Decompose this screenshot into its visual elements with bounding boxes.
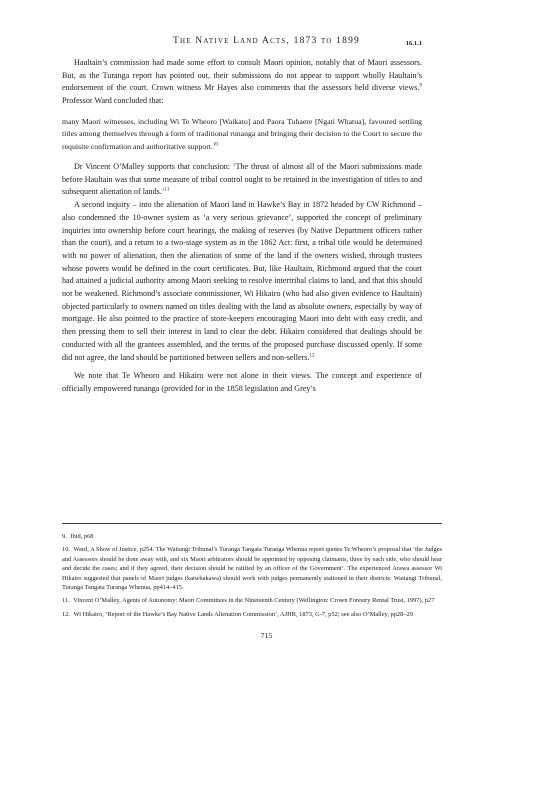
body-text	[62, 57, 422, 396]
block-quote: many Maori witnesses, including Wi Te Wheoro [Waikato] and Paora Tuhaere [Ngati Whatua], favoured settling titles among themselves through a form of traditional runanga and bringing their decision to the Court to secure the requisite confirmation and authoritative support.$^{10}$	[62, 116, 422, 151]
footnote-12: 12. Wi Hikairo, ‘Report of the Hawke’s Bay Native Lands Alienation Commission’, AJHR, 1873, G-7, p52; see also O’Malley, pp28–29	[62, 610, 413, 618]
footnote-divider	[62, 523, 442, 524]
paragraph-2: Dr Vincent O’Malley supports that conclusion: ‘The thrust of almost all of the Maori submissions made before Haultain was that some measure of tribal control ought to be retained in the investigation of titles to and subsequent alienation of lands.’$^{11}$	[62, 162, 422, 197]
footnote-10: 10. Ward, A Show of Justice, p254. The Waitangi Tribunal’s Turanga Tangata Turanga Whenua report quotes Te Wheoro’s proposal that ‘the Judges and Assessors should be done away with, and six Maori arbitrators should be appointed by opposing claimants, three by each side, who should hear and decide the cases; and if they agreed, their decision should be ratified by an officer of the Government’. The experienced Arawa assessor Wi Hikairo suggested that panels of Maori judges (kaiwhakawa) should work with judges permanently stationed in their districts: Waitangi Tribunal, Turanga Tangata Turanga Whenua, pp414–415.	[62, 546, 442, 592]
paragraph-1: Haultain’s commission had made some effort to consult Maori opinion, notably that of Maori assessors. But, as the Turanga report has pointed out, their submissions do not appear to support wholly Haultain’s endorsement of the court. Crown witness Mr Hayes also comments that the assessors held diverse views.$^9$ Professor Ward concluded that:	[62, 58, 422, 106]
running-header: The Native Land Acts, 1873 to 1899	[173, 36, 360, 46]
footnote-11: 11. Vincent O’Malley, Agents of Autonomy: Maori Committees in the Nineteenth Century (Wellington: Crown Forestry Rental Trust, 1997), p27	[62, 597, 435, 605]
page-number: 715	[260, 631, 273, 640]
footnote-9: 9. Ibid, p68	[62, 533, 94, 540]
paragraph-4: We note that Te Wheoro and Hikairo were not alone in their views. The concept and experience of officially empowered runanga (provided for in the 1858 legislation and Grey’s	[62, 371, 422, 393]
section-number: 16.1.1	[405, 40, 422, 47]
footnotes	[62, 532, 442, 623]
paragraph-3: A second inquiry – into the alienation of Maori land in Hawke’s Bay in 1872 headed by CW Richmond – also condemned the 10-owner system as ‘a very serious grievance’, supported the concept of preliminary inquiries into ownership before court hearings, the making of reserves (by Native Department officers rather than the court), and a return to a two-stage system as in the 1862 Act: first, a tribal title would be determined with no power of alienation, then the alienation of some of the land if the owners wished, through trustees whose powers would be defined in the court certificates. But, like Haultain, Richmond argued that the court had attained a judicial authority among Maori seeking to resolve intertribal claims to land, and that this should not be weakened. Richmond’s associate commissioner, Wi Hikairo (who had also given evidence to Haultain) objected particularly to owners named on titles dealing with the land as absolute owners, especially by way of mortgage. He also pointed to the practice of store-keepers encouraging Maori into debt with easy credit, and then pressing them to sell their interest in land to clear the debt. Hikairo considered that dealings should be conducted with all the grantees assembled, and the terms of the proposed purchase discussed openly. If some did not agree, the land should be partitioned between sellers and non-sellers.$^{12}$	[62, 200, 422, 362]
